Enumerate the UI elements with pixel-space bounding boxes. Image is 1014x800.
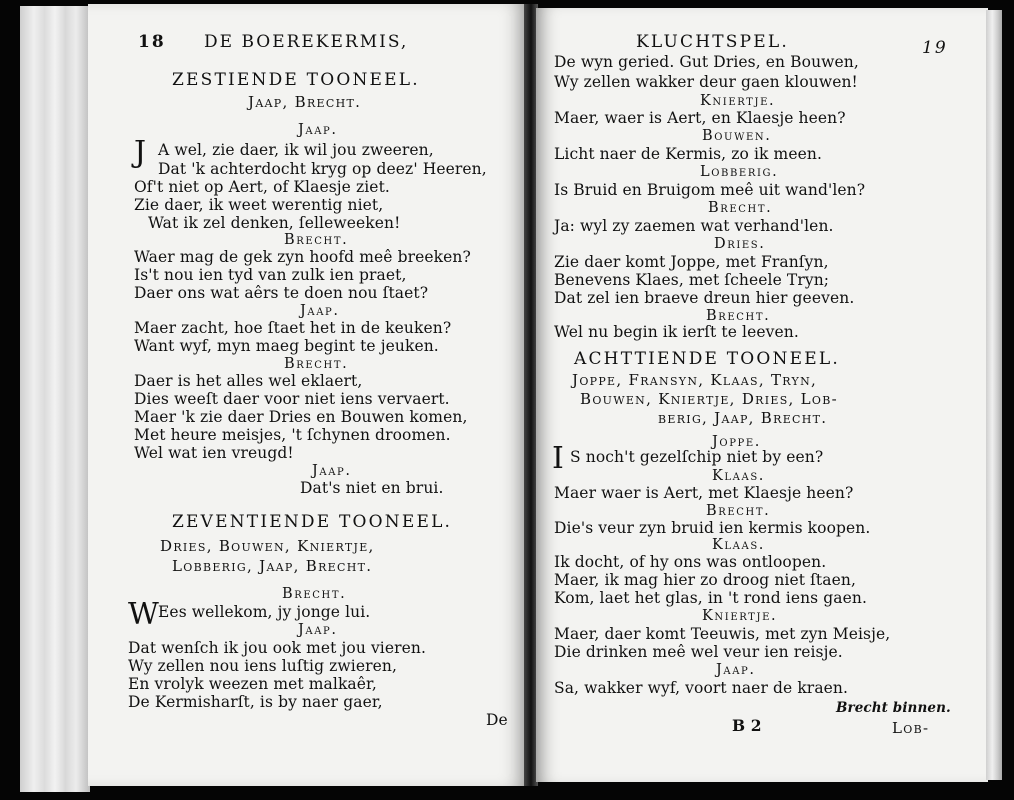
verse-line: Wy zellen nou iens luſtig zwieren, [128,657,397,675]
verse-line: Daer ons wat aêrs te doen nou ſtaet? [134,284,429,302]
verse-line: Maer, ik mag hier zo droog niet ſtaen, [554,571,856,589]
drop-initial: J [134,135,147,170]
speaker-name: Lobberig. [700,164,779,180]
catchword: De [486,711,508,729]
speaker-name: Klaas. [712,537,765,553]
stage-direction: Brecht binnen. [836,700,951,716]
speaker-name: Brecht. [708,200,773,216]
speaker-name: Jaap. [312,463,352,479]
verse-line: Benevens Klaes, met ſcheele Tryn; [554,271,830,289]
verse-line: Zie daer komt Joppe, met Franſyn, [554,253,829,271]
verse-line: De Kermisharſt, is by naer gaer, [128,693,383,711]
speaker-name: Brecht. [284,356,349,372]
speaker-name: Bouwen. [702,128,772,144]
verse-line: Maer 'k zie daer Dries en Bouwen komen, [134,408,468,426]
scene-cast: berig, Jaap, Brecht. [658,409,828,427]
verse-line: Maer, daer komt Teeuwis, met zyn Meisje, [554,625,891,643]
scene-cast: Joppe, Fransyn, Klaas, Tryn, [572,371,818,389]
speaker-name: Brecht. [284,232,349,248]
verse-line: Daer is het alles wel eklaert, [134,372,363,390]
running-head: KLUCHTSPEL. [636,32,789,52]
verse-line: Ik docht, of hy ons was ontloopen. [554,553,827,571]
scene-cast: Lobberig, Jaap, Brecht. [172,557,373,575]
scene-title: ZEVENTIENDE TOONEEL. [172,512,453,532]
verse-line: Dat's niet en brui. [300,479,444,497]
verse-line: Die drinken meê wel veur ien reisje. [554,643,843,661]
page-number: 19 [922,38,948,58]
verse-line: Ja: wyl zy zaemen wat verhand'len. [554,217,834,235]
verse-line: Licht naer de Kermis, zo ik meen. [554,145,822,163]
verse-line: Of't niet op Aert, of Klaesje ziet. [134,178,390,196]
verse-line: Ees wellekom, jy jonge lui. [158,603,371,621]
speaker-name: Brecht. [282,586,347,602]
page-number: 18 [138,32,166,52]
speaker-name: Jaap. [300,303,340,319]
drop-initial: W [128,597,159,632]
verse-line: Wat ik zel denken, ſelleweeken! [148,214,401,232]
scene-cast: Jaap, Brecht. [248,93,362,111]
drop-initial: I [552,441,564,476]
scene-cast: Bouwen, Kniertje, Dries, Lob- [580,390,839,408]
verse-line: Is Bruid en Bruigom meê uit wand'len? [554,181,866,199]
verse-line: Maer zacht, hoe ſtaet het in de keuken? [134,319,452,337]
right-page [536,8,988,782]
verse-line: Wel wat ien vreugd! [134,444,294,462]
verse-line: Wel nu begin ik ierſt te leeven. [554,323,799,341]
speaker-name: Joppe. [712,434,761,450]
scene-cast: Dries, Bouwen, Kniertje, [160,537,375,555]
verse-line: Met heure meisjes, 't ſchynen droomen. [134,426,451,444]
catchword: Lob- [892,719,930,737]
verse-line: Dies weeſt daer voor niet iens vervaert. [134,390,450,408]
speaker-name: Jaap. [716,662,756,678]
speaker-name: Brecht. [706,308,771,324]
verse-line: En vrolyk weezen met malkaêr, [128,675,377,693]
speaker-name: Brecht. [706,503,771,519]
verse-line: Zie daer, ik weet werentig niet, [134,196,384,214]
verse-line: Want wyf, myn maeg begint te jeuken. [134,337,439,355]
left-page [88,4,528,786]
verse-line: Kom, laet het glas, in 't rond iens gaen. [554,589,868,607]
scene-title: ACHTTIENDE TOONEEL. [574,349,840,369]
speaker-name: Dries. [714,236,766,252]
verse-line: Is't nou ien tyd van zulk ien praet, [134,266,407,284]
verse-line: Waer mag de gek zyn hoofd meê breeken? [134,248,471,266]
verse-line: Maer waer is Aert, met Klaesje heen? [554,484,854,502]
verse-line: De wyn geried. Gut Dries, en Bouwen, [554,53,859,71]
verse-line: Dat wenſch ik jou ook met jou vieren. [128,639,427,657]
verse-line: Die's veur zyn bruid ien kermis koopen. [554,519,871,537]
verse-line: Maer, waer is Aert, en Klaesje heen? [554,109,846,127]
verse-line: S noch't gezelſchip niet by een? [570,448,824,466]
signature-mark: B 2 [732,716,762,735]
speaker-name: Jaap. [298,122,338,138]
verse-line: Sa, wakker wyf, voort naer de kraen. [554,679,849,697]
verse-line: Dat 'k achterdocht kryg op deez' Heeren, [158,160,487,178]
running-head: DE BOEREKERMIS, [204,32,409,52]
left-page-edges [20,6,90,792]
speaker-name: Jaap. [298,622,338,638]
scene-title: ZESTIENDE TOONEEL. [172,70,420,90]
verse-line: A wel, zie daer, ik wil jou zweeren, [158,141,434,159]
verse-line: Wy zellen wakker deur gaen klouwen! [554,73,858,91]
speaker-name: Klaas. [712,468,765,484]
speaker-name: Kniertje. [700,93,776,109]
right-page-edges [986,10,1002,780]
speaker-name: Kniertje. [702,608,778,624]
verse-line: Dat zel ien braeve dreun hier geeven. [554,289,855,307]
